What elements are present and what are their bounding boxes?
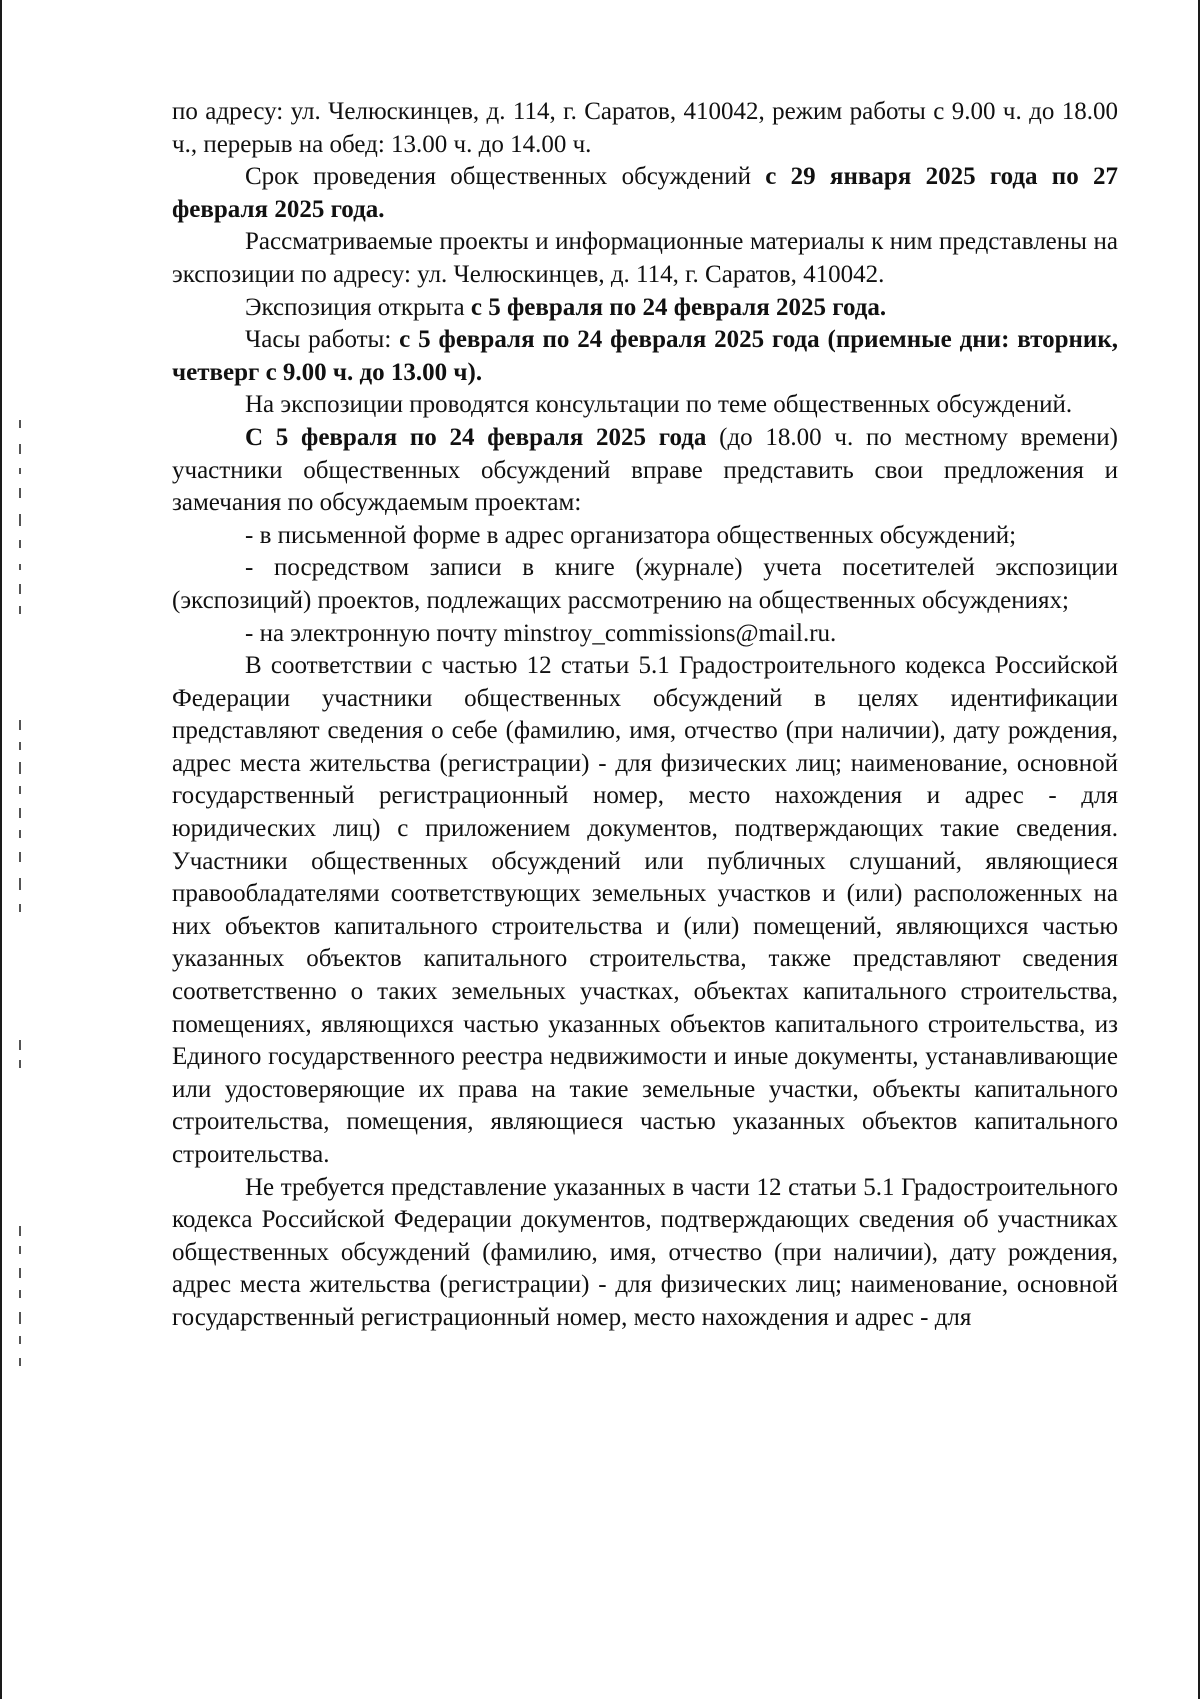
- list-item-visitor-book: - посредством записи в книге (журнале) учета посетителей экспозиции (экспозиций) проектов, подлежащих рассмотрению на общественных обсуждениях;: [172, 554, 1118, 614]
- list-item-written-form: - в письменной форме в адрес организатора общественных обсуждений;: [245, 521, 1017, 549]
- discussion-period-dates: с 29 января 2025 года по 27 февраля 2025 года.: [172, 163, 1118, 223]
- proposals-dates: С 5 февраля по 24 февраля 2025 года: [245, 423, 707, 451]
- paragraph-address: по адресу: ул. Челюскинцев, д. 114, г. Саратов, 410042, режим работы с 9.00 ч. до 18.00 ч., перерыв на обед: 13.00 ч. до 14.00 ч.: [172, 98, 1118, 158]
- paragraph-exposition-open: [172, 292, 1118, 325]
- list-item-email: - на электронную почту minstroy_commissions@mail.ru.: [245, 619, 837, 647]
- paragraph-identification: В соответствии с частью 12 статьи 5.1 Градостроительного кодекса Российской Федерации участники общественных обсуждений в целях идентификации представляют сведения о себе (фамилию, имя, отчество (при наличии), дату рождения, адрес места жительства (регистрации) - для физических лиц; наименование, основной государственный регистрационный номер, место нахождения и адрес - для юридических лиц) с приложением документов, подтверждающих такие сведения. Участники общественных обсуждений или публичных слушаний, являющиеся правообладателями соответствующих земельных участков и (или) расположенных на них объектов капитального строительства и (или) помещений, являющихся частью указанных объектов капитального строительства, также представляют сведения соответственно о таких земельных участках, объектах капитального строительства, помещениях, являющихся частью указанных объектов капитального строительства, из Единого государственного реестра недвижимости и иные документы, устанавливающие или удостоверяющие их права на такие земельные участки, объекты капитального строительства, помещения, являющиеся частью указанных объектов капитального строительства.: [172, 652, 1118, 1168]
- exposition-open-dates: с 5 февраля по 24 февраля 2025 года.: [470, 293, 887, 321]
- discussion-period-label: Срок проведения общественных обсуждений: [245, 163, 766, 191]
- proposals-text: (до 18.00 ч. по местному времени) участники общественных обсуждений вправе представить свои предложения и замечания по обсуждаемым проектам:: [172, 423, 1118, 517]
- paragraph-discussion-period: [172, 161, 1118, 226]
- paragraph-consultations: На экспозиции проводятся консультации по теме общественных обсуждений.: [245, 391, 1073, 419]
- paragraph-no-documents-required: Не требуется представление указанных в части 12 статьи 5.1 Градостроительного кодекса Российской Федерации документов, подтверждающих сведения об участниках общественных обсуждений (фамилию, имя, отчество (при наличии), дату рождения, адрес места жительства (регистрации) - для физических лиц; наименование, основной государственный регистрационный номер, место нахождения и адрес - для: [172, 1173, 1118, 1331]
- paragraph-proposals: [172, 422, 1118, 520]
- paragraph-exposition-location: Рассматриваемые проекты и информационные материалы к ним представлены на экспозиции по адресу: ул. Челюскинцев, д. 114, г. Саратов, 410042.: [172, 228, 1118, 288]
- exposition-open-label: Экспозиция открыта: [245, 293, 471, 321]
- scan-edge-left: [0, 0, 2, 1699]
- paragraph-working-hours: [172, 324, 1118, 389]
- binding-marks: [19, 0, 23, 1699]
- document-body: [172, 96, 1118, 1335]
- working-hours-value: с 5 февраля по 24 февраля 2025 года (приемные дни: вторник, четверг с 9.00 ч. до 13.00 ч).: [172, 326, 1118, 386]
- working-hours-label: Часы работы:: [245, 326, 400, 354]
